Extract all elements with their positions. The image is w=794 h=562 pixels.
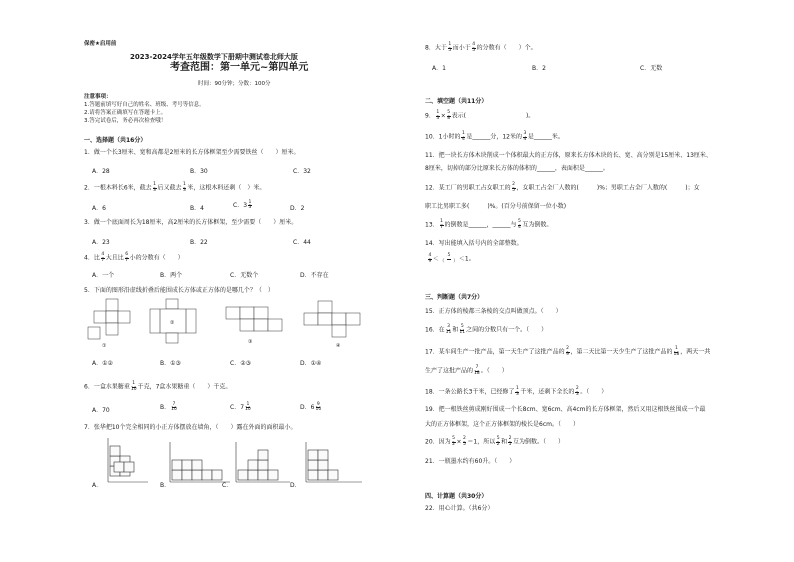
q5-nets-figure [86, 297, 406, 353]
note-2: 2.请将答案正确填写在答题卡上。 [84, 110, 167, 116]
q16-text: 16．在 $\frac{3}{11}$ 和 $\frac{5}{11}$ 之间的分数只有一个。（ ） [425, 324, 548, 335]
q14-expression: $\frac{4}{9}$ ＜ $\frac{5}{( )}$ ＜1。 [428, 253, 475, 264]
q1-option-b[interactable]: B．30 [190, 168, 208, 175]
q7-text: 7．张华把10个完全相同的小正方体摆放在墙角，（ ）露在外面的面积最小。 [84, 424, 297, 431]
q7-option-a[interactable]: A． [92, 482, 103, 489]
q19-text-line1: 19．把一根铁丝剪成刚好围成一个长8cm、宽6cm、高4cm的长方体框架，然后又用这根铁丝围成一个最 [425, 406, 706, 413]
q3-text: 3．做一个底面周长为18厘米，高2厘米的长方体框架，至少需要（ ）厘米。 [84, 219, 298, 226]
net-2 [150, 299, 196, 343]
q3-option-a[interactable]: A．23 [92, 239, 110, 246]
net-4 [304, 301, 360, 349]
q13-text: 13． $\frac{1}{7}$ 的倒数是______，______与 $\frac{5}{4}$ 互为倒数。 [425, 219, 553, 230]
q1-text: 1．做一个长3厘米、宽和高都是2厘米的长方体框架至少需要铁丝（ ）厘米。 [84, 149, 300, 156]
q2-option-b[interactable]: B．4 [190, 205, 204, 212]
fraction: $\frac{1}{3}$ [153, 182, 157, 193]
q3-option-c[interactable]: C．44 [293, 239, 311, 246]
fraction: $\frac{1}{3}$ [183, 182, 186, 193]
cube-arrangement-a [108, 438, 148, 482]
q17-text-line1: 17．某车间生产一批产品，第一天生产了这批产品的 $\frac{2}{9}$ ，第二天比第一天少生产了这批产品的 $\frac{1}{18}$ ，两天一共 [425, 346, 711, 357]
q20-text: 20．因为 $\frac{5}{2}$ × $\frac{2}{5}$ ＝1，所以 $\frac{5}{2}$ 和 $\frac{2}{5}$ 互为倒数。（ ） [425, 436, 565, 447]
section-1-heading: 一、选择题（共16分） [84, 137, 147, 144]
q10-text: 10．1小时的 $\frac{1}{4}$ 是______分，12米的 $\frac{3}{4}$ 是______米。 [425, 131, 564, 142]
q6-text: 6．一盒水果糖重 $\frac{1}{10}$ 千克，7盒水果糖重（ ）千克。 [84, 381, 232, 392]
q7-cubes-figure [100, 436, 400, 498]
q4-option-b[interactable]: B．两个 [160, 272, 183, 279]
q21-text: 21．一瓶墨水约有60升。（ ） [425, 458, 516, 465]
q8-option-b[interactable]: B．2 [532, 65, 546, 72]
q1-option-a[interactable]: A．28 [92, 168, 110, 175]
q6-option-c[interactable]: C．7 $\frac{1}{10}$ [230, 401, 251, 412]
q18-text: 18．一条公路长3千米，已经修了 $\frac{1}{3}$ 千米，还剩下全长的 $\frac{2}{3}$ 。（ ） [425, 386, 608, 397]
net-2-label: ② [170, 320, 175, 326]
net-1 [88, 299, 130, 349]
note-3: 3.答完试卷后，务必再次检查哦！ [84, 118, 167, 124]
fraction: $\frac{1}{10}$ [130, 381, 137, 392]
q2-option-d[interactable]: D．2 [290, 205, 305, 212]
q2-text: 2．一根木料长6米，截去 $\frac{1}{3}$ 后又截去 $\frac{1}{3}$ 米，这根木料还剩（ ）米。 [84, 182, 266, 193]
q6-option-b[interactable]: B． $\frac{7}{10}$ [160, 401, 177, 412]
fraction: $\frac{4}{7}$ [101, 252, 105, 263]
q14-text: 14．写出能填入括号内的全部整数。 [425, 240, 523, 247]
q12-text-line1: 12．某工厂的男职工占女职工的 $\frac{2}{5}$ ，女职工占全厂人数的( )%；男职工占全厂人数的( )；女 [425, 182, 700, 193]
section-2-heading: 二、填空题（共11分） [425, 98, 488, 105]
q19-text-line2: 大的正方体框架，这个正方体框架的棱长是6cm。（ ） [425, 421, 579, 428]
q4-option-d[interactable]: D．不存在 [300, 272, 329, 279]
fraction: $\frac{6}{7}$ [125, 252, 129, 263]
q7-option-d[interactable]: D． [290, 482, 301, 489]
q3-option-b[interactable]: B．22 [190, 239, 208, 246]
q4-option-a[interactable]: A．一个 [92, 272, 115, 279]
time-score: 时间：90分钟；分数：100分 [198, 81, 271, 87]
cube-arrangement-c [236, 442, 290, 482]
fraction: $\frac{1}{5}$ [448, 42, 452, 53]
q5-option-c[interactable]: C．②③ [230, 360, 251, 367]
q8-text: 8．大于 $\frac{1}{5}$ 而小于 $\frac{4}{5}$ 的分数有（ ）个。 [425, 42, 537, 53]
net-1-label: ① [102, 343, 107, 349]
net-3-label: ③ [248, 339, 253, 345]
q11-text-line1: 11．把一块长方体木块削成一个体积最大的正方体，原来长方体木块的长、宽、高分别是15厘米、13厘米、 [425, 152, 712, 159]
q7-option-c[interactable]: C． [222, 482, 233, 489]
q1-option-c[interactable]: C．32 [293, 168, 311, 175]
cube-arrangement-b [170, 442, 230, 482]
q2-option-c[interactable]: C．3 $\frac{1}{3}$ [233, 199, 252, 210]
q6-option-a[interactable]: A．70 [92, 407, 110, 414]
section-3-heading: 三、判断题（共7分） [425, 294, 484, 301]
q6-option-d[interactable]: D．6 $\frac{9}{10}$ [300, 401, 322, 412]
q5-option-a[interactable]: A．①② [92, 360, 113, 367]
q9-text: 9． $\frac{1}{3}$ × $\frac{5}{8}$ 表示( )。 [425, 110, 535, 121]
q4-option-c[interactable]: C．无数个 [230, 272, 259, 279]
q17-text-line2: 生产了这批产品的 $\frac{7}{18}$ 。（ ） [425, 365, 508, 376]
q12-text-line2: 职工比男职工多( )%。(百分号前保留一位小数) [425, 203, 567, 210]
q5-text: 5．下面的图形沿虚线折叠后能围成长方体或正方体的是哪几个？（ ） [84, 287, 274, 294]
section-4-heading: 四、计算题（共30分） [425, 493, 488, 500]
q15-text: 15．正方体的棱都三条棱的交点叫做顶点。（ ） [425, 308, 562, 315]
secret-mark: 保密★启用前 [84, 41, 117, 47]
q11-text-line2: 8厘米，切掉的部分比原来长方体的体积的______，表面积是______。 [425, 165, 609, 172]
notes-heading: 注意事项： [84, 94, 112, 100]
q2-option-a[interactable]: A．6 [92, 205, 106, 212]
q8-option-a[interactable]: A．1 [432, 65, 446, 72]
fraction: $\frac{4}{5}$ [472, 42, 476, 53]
q4-text: 4．比 $\frac{4}{7}$ 大且比 $\frac{6}{7}$ 小的分数有（ ） [84, 252, 184, 263]
q5-option-b[interactable]: B．①③ [160, 360, 181, 367]
note-1: 1.答题前填写好自己的姓名、班级、考号等信息。 [84, 102, 205, 108]
q22-text: 22．用心计算。（共6分） [425, 505, 494, 512]
q5-option-d[interactable]: D．①④ [300, 360, 322, 367]
exam-title: 2023-2024学年五年级数学下册期中测试卷北师大版 [130, 53, 298, 61]
q7-option-b[interactable]: B． [160, 482, 171, 489]
exam-scope: 考查范围：第一单元~第四单元 [170, 62, 309, 73]
net-3 [226, 307, 282, 345]
q8-option-c[interactable]: C．无数 [640, 65, 663, 72]
net-4-label: ④ [336, 343, 341, 349]
cube-arrangement-d [306, 442, 362, 482]
